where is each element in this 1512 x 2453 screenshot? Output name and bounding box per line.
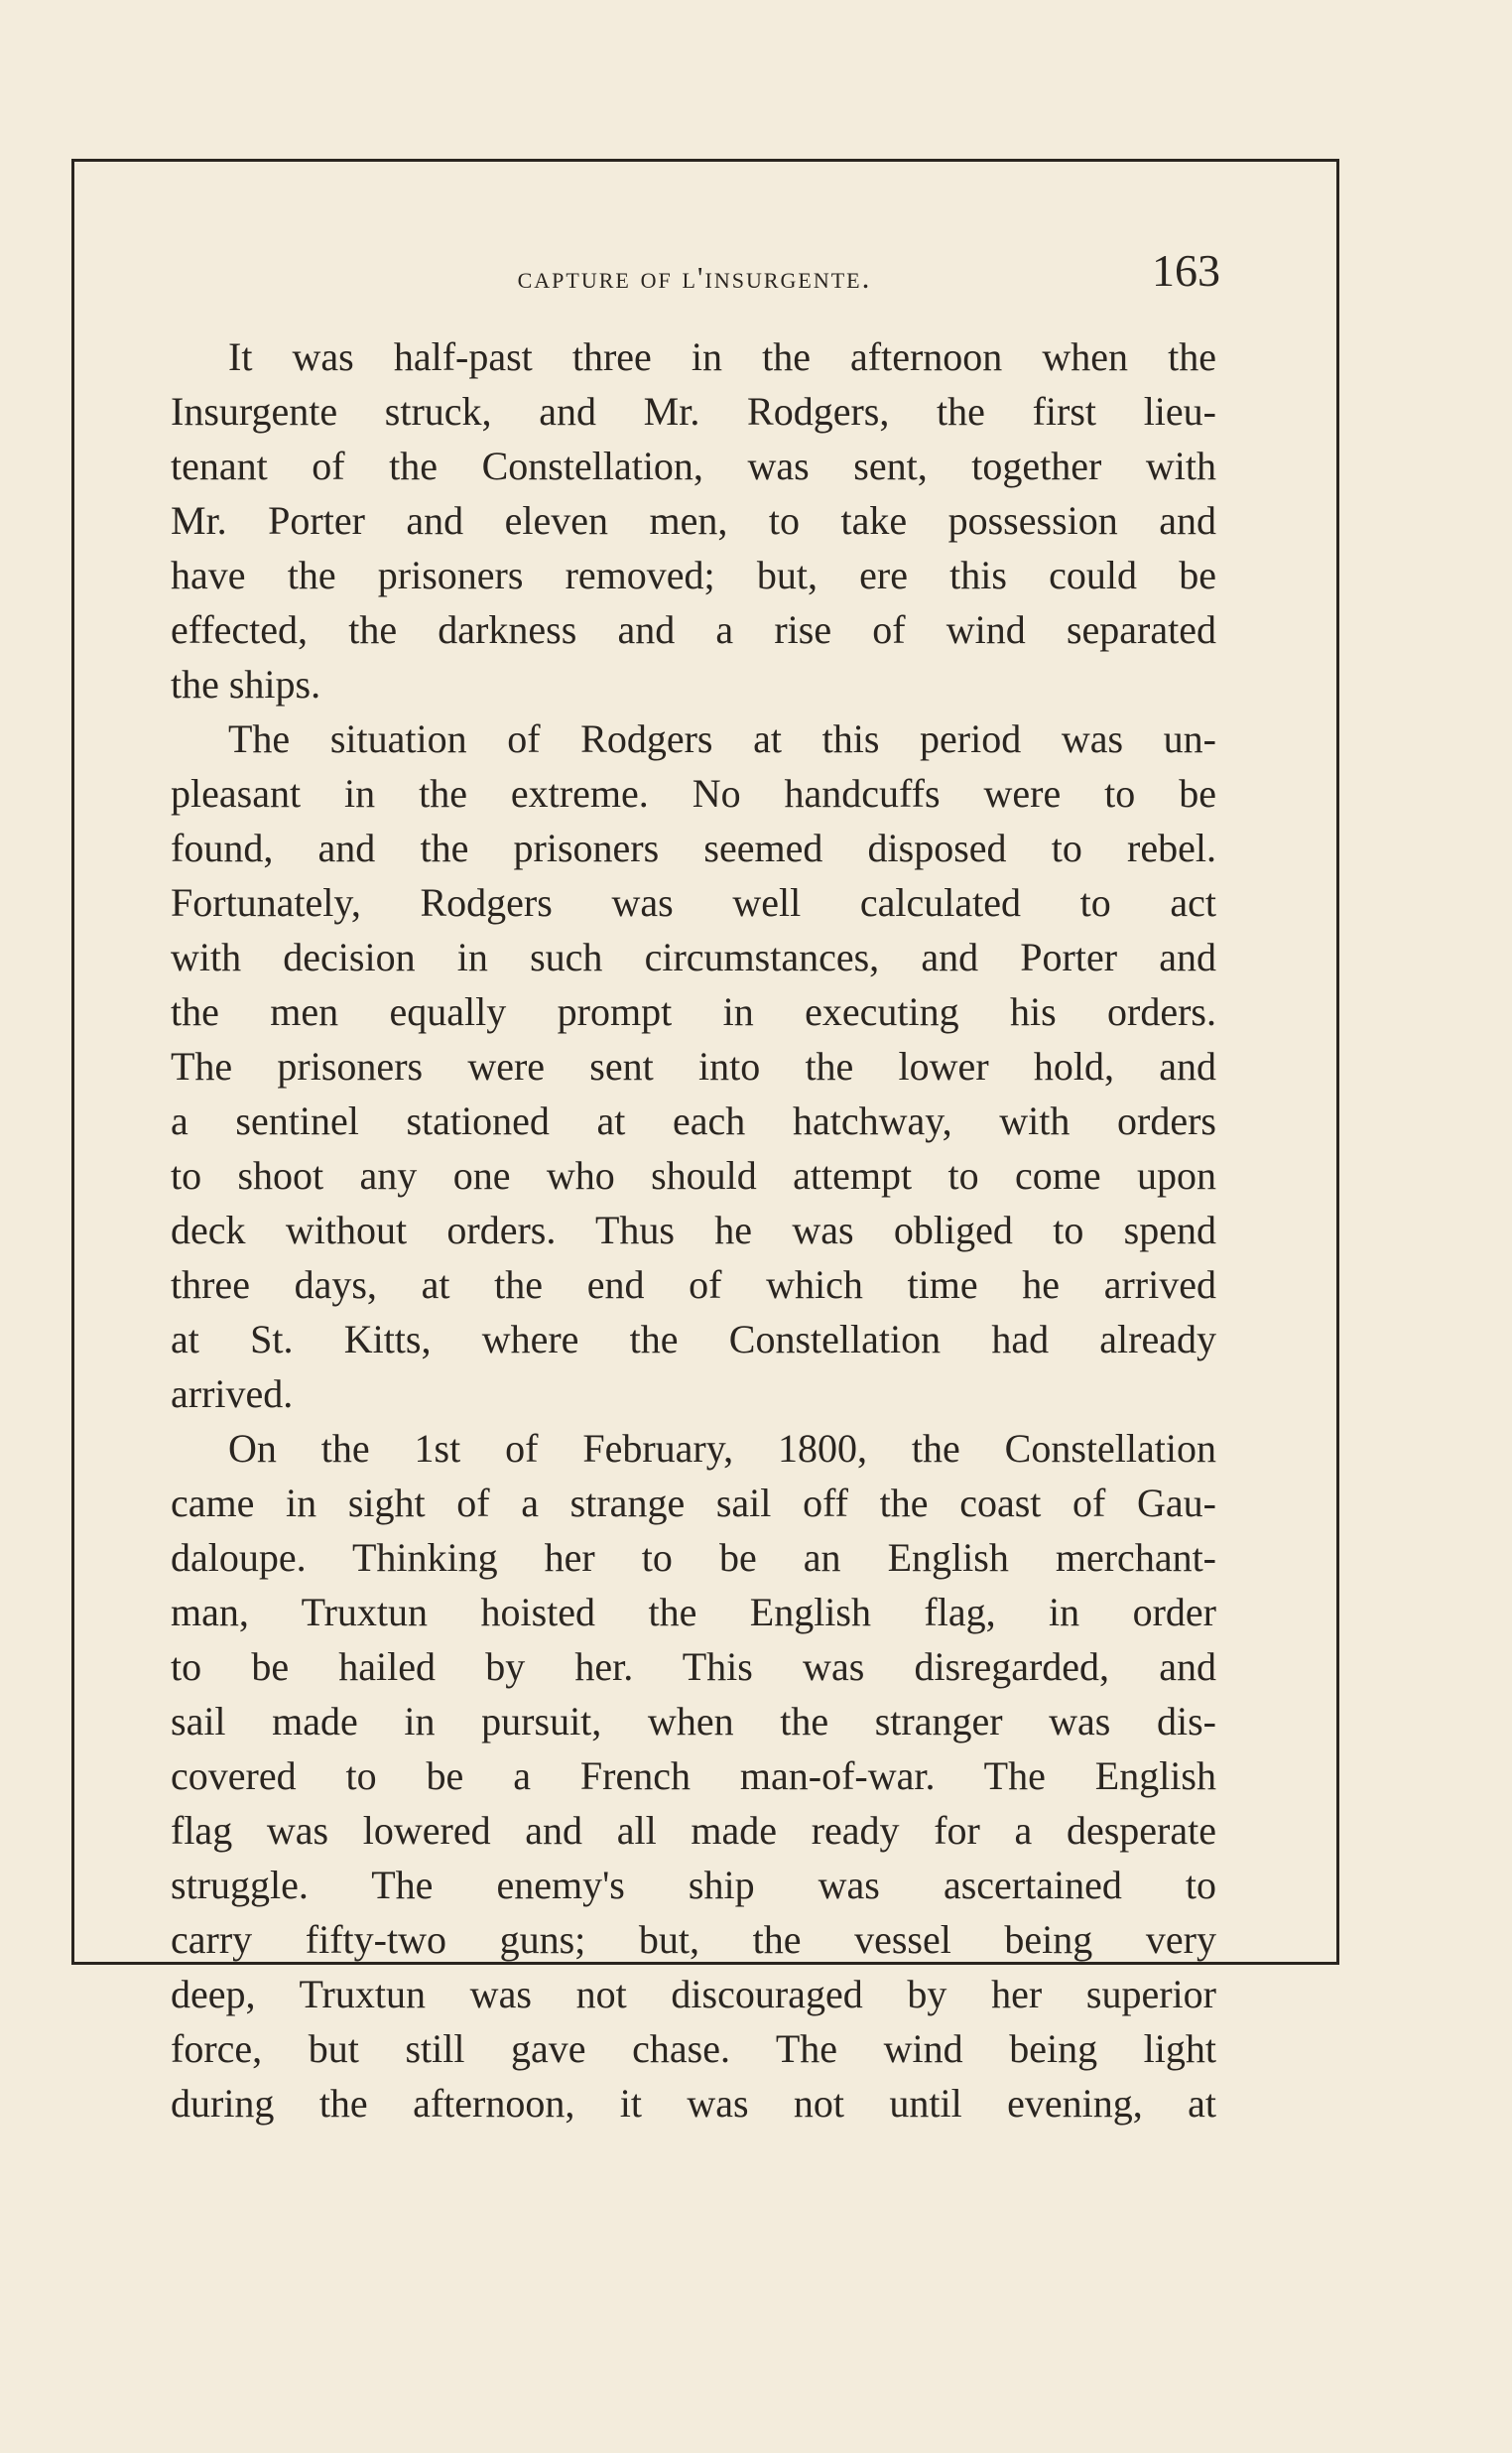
text-line: effected, the darkness and a rise of wind separated (171, 607, 1216, 652)
running-title: capture of l'insurgente. (517, 260, 872, 295)
paragraph-2 (171, 711, 1216, 1421)
text-line: the men equally prompt in executing his orders. (171, 989, 1216, 1034)
text-line: with decision in such circumstances, and Porter and (171, 935, 1216, 979)
text-line: have the prisoners removed; but, ere this could be (171, 553, 1216, 597)
text-line: tenant of the Constellation, was sent, together with (171, 444, 1216, 488)
text-line: a sentinel stationed at each hatchway, with orders (171, 1098, 1216, 1143)
text-line: struggle. The enemy's ship was ascertained to (171, 1863, 1216, 1907)
text-line: during the afternoon, it was not until evening, at (171, 2081, 1216, 2126)
text-line: arrived. (171, 1371, 294, 1416)
page-number: 163 (1152, 245, 1220, 296)
text-line: deep, Truxtun was not discouraged by her superior (171, 1972, 1216, 2016)
text-line: The prisoners were sent into the lower hold, and (171, 1044, 1216, 1089)
text-line: flag was lowered and all made ready for a desperate (171, 1808, 1216, 1853)
text-line: The situation of Rodgers at this period was un- (228, 716, 1216, 761)
text-line: to shoot any one who should attempt to come upon (171, 1153, 1216, 1198)
text-line: On the 1st of February, 1800, the Constellation (228, 1426, 1216, 1471)
text-line: found, and the prisoners seemed disposed to rebel. (171, 826, 1216, 870)
text-line: Fortunately, Rodgers was well calculated to act (171, 880, 1216, 925)
text-line: covered to be a French man-of-war. The English (171, 1753, 1216, 1798)
text-line: at St. Kitts, where the Constellation had already (171, 1317, 1216, 1361)
text-line: sail made in pursuit, when the stranger was dis- (171, 1699, 1216, 1743)
text-line: It was half-past three in the afternoon when the (228, 334, 1216, 379)
text-line: Insurgente struck, and Mr. Rodgers, the first lieu- (171, 389, 1216, 434)
text-line: Mr. Porter and eleven men, to take possession and (171, 498, 1216, 543)
text-line: pleasant in the extreme. No handcuffs were to be (171, 771, 1216, 816)
text-line: deck without orders. Thus he was obliged to spend (171, 1208, 1216, 1252)
text-line: carry fifty-two guns; but, the vessel being very (171, 1917, 1216, 1962)
text-line: to be hailed by her. This was disregarded, and (171, 1644, 1216, 1689)
text-line: came in sight of a strange sail off the coast of Gau- (171, 1481, 1216, 1525)
paragraph-3 (171, 1421, 1216, 2130)
text-line: the ships. (171, 662, 321, 707)
text-line: three days, at the end of which time he arrived (171, 1262, 1216, 1307)
running-head (169, 245, 1220, 308)
text-line: daloupe. Thinking her to be an English merchant- (171, 1535, 1216, 1580)
paragraph-1 (171, 329, 1216, 711)
text-line: force, but still gave chase. The wind being light (171, 2026, 1216, 2071)
body-text (171, 329, 1216, 2130)
text-line: man, Truxtun hoisted the English flag, in order (171, 1590, 1216, 1634)
